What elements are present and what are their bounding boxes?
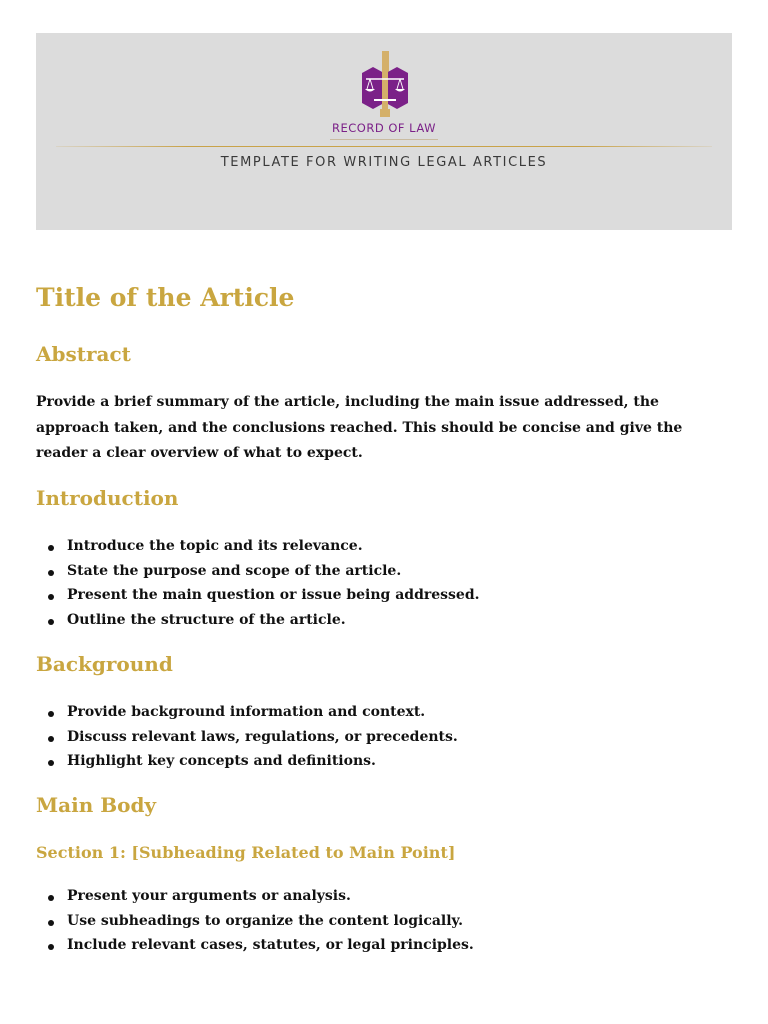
list-item [36, 559, 480, 584]
list-item [36, 534, 480, 559]
list-item-text: Provide background information and context. [67, 704, 426, 720]
list-item-text: Outline the structure of the article. [67, 611, 346, 628]
bullet-icon [48, 760, 54, 766]
list-item-text: State the purpose and scope of the article. [67, 562, 402, 579]
list-item [36, 725, 458, 750]
list-item [36, 700, 458, 725]
bullet-icon [48, 711, 54, 717]
list-item-text: Introduce the topic and its relevance. [67, 538, 363, 554]
brand-name: RECORD OF LAW [332, 121, 436, 135]
bullet-icon [48, 736, 54, 742]
main-body-heading: Main Body [36, 793, 157, 817]
brand-tagline-line [330, 139, 438, 140]
introduction-list [36, 534, 480, 632]
bullet-icon [48, 570, 54, 576]
introduction-heading: Introduction [36, 486, 179, 510]
list-item [36, 608, 480, 633]
list-item [36, 933, 474, 958]
bullet-icon [48, 920, 54, 926]
bullet-icon [48, 895, 54, 901]
list-item [36, 909, 474, 934]
list-item-text: Highlight key concepts and definitions. [67, 753, 376, 769]
list-item-text: Present your arguments or analysis. [67, 888, 351, 904]
template-title: TEMPLATE FOR WRITING LEGAL ARTICLES [220, 155, 548, 170]
bullet-icon [48, 944, 54, 950]
list-item [36, 749, 458, 774]
background-heading: Background [36, 652, 173, 676]
scales-of-justice-logo [360, 51, 410, 119]
header-divider [56, 146, 712, 147]
bullet-icon [48, 619, 54, 625]
background-list [36, 700, 458, 774]
bullet-icon [48, 594, 54, 600]
list-item-text: Use subheadings to organize the content logically. [67, 912, 463, 929]
list-item [36, 884, 474, 909]
abstract-heading: Abstract [36, 342, 131, 366]
list-item-text: Include relevant cases, statutes, or legal principles. [67, 937, 474, 953]
section1-heading: Section 1: [Subheading Related to Main Point] [36, 843, 456, 862]
list-item-text: Present the main question or issue being addressed. [67, 587, 480, 603]
header-banner [36, 33, 732, 230]
bullet-icon [48, 545, 54, 551]
list-item [36, 583, 480, 608]
abstract-text: Provide a brief summary of the article, including the main issue addressed, the approach taken, and the conclusions reached. This should be concise and give the reader a clear overview of what to expect. [36, 394, 683, 461]
section1-list [36, 884, 474, 958]
article-title: Title of the Article [36, 283, 295, 312]
list-item-text: Discuss relevant laws, regulations, or precedents. [67, 728, 458, 745]
